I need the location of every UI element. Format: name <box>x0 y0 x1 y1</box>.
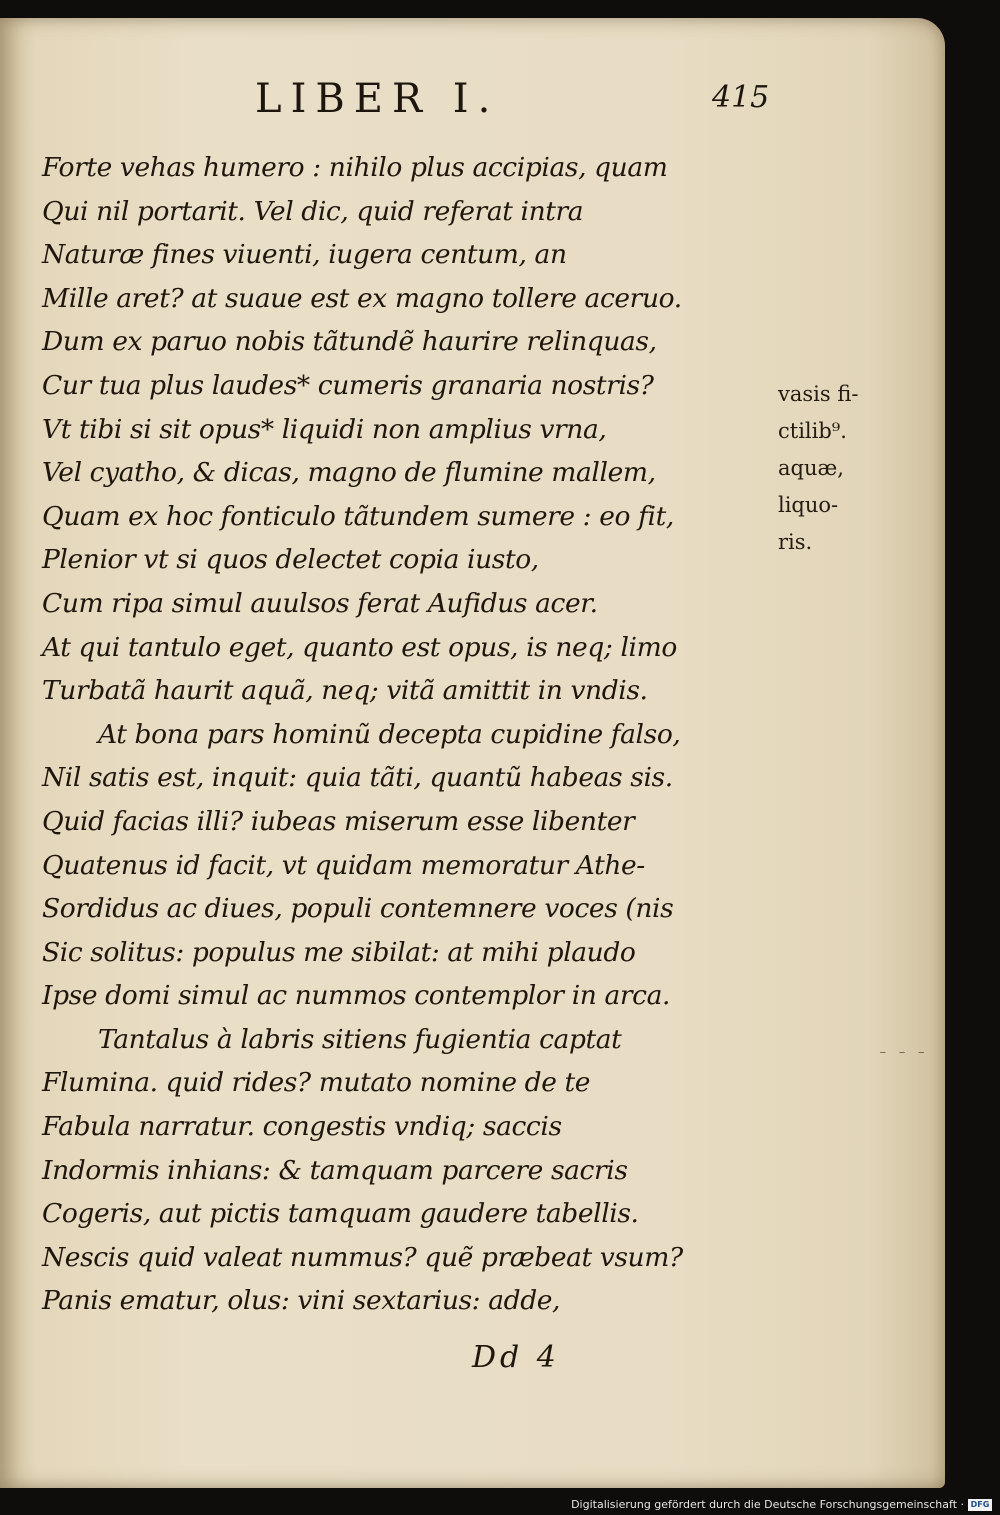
verse-line: Qui nil portarit. Vel dic, quid referat intra <box>42 195 584 227</box>
verse-line: Quatenus id facit, vt quidam memoratur Athe- <box>42 849 645 881</box>
verse-line: Vel cyatho, & dicas, magno de flumine mallem, <box>42 457 656 489</box>
verse-line: Mille aret? at suaue est ex magno tollere aceruo. <box>42 282 682 314</box>
gloss-line: ctilib⁹. <box>778 419 847 443</box>
verse-line: At bona pars hominũ decepta cupidine falso, <box>98 718 681 750</box>
signature-mark: Dd 4 <box>472 1340 560 1375</box>
verse-line: Nil satis est, inquit: quia tãti, quantũ habeas sis. <box>42 762 673 794</box>
verse-line: Fabula narratur. congestis vndiq; saccis <box>42 1111 562 1143</box>
verse-line: Vt tibi si sit opus* liquidi non amplius vrna, <box>42 413 607 445</box>
verse-line: Tantalus à labris sitiens fugientia captat <box>98 1023 622 1055</box>
page-number: 415 <box>712 80 770 115</box>
funding-text: Digitalisierung gefördert durch die Deutsche Forschungsgemeinschaft · <box>571 1498 964 1511</box>
verse-line: Ipse domi simul ac nummos contemplor in arca. <box>42 980 670 1012</box>
margin-mark: ⁻ ⁻ ⁻ <box>878 1046 927 1065</box>
gloss-line: ris. <box>778 530 813 554</box>
verse-line: Nescis quid valeat nummus? quẽ præbeat vsum? <box>42 1241 683 1273</box>
dfg-logo: DFG <box>968 1499 992 1511</box>
verse-line: Indormis inhians: & tamquam parcere sacris <box>42 1154 628 1186</box>
verse-line: Flumina. quid rides? mutato nomine de te <box>42 1067 591 1099</box>
verse-line: Cogeris, aut pictis tamquam gaudere tabellis. <box>42 1198 639 1230</box>
verse-line: Dum ex paruo nobis tãtundẽ haurire relinquas, <box>42 326 657 358</box>
verse-line: Sordidus ac diues, populi contemnere voces (nis <box>42 893 674 925</box>
verse-line: Panis ematur, olus: vini sextarius: adde, <box>42 1285 561 1317</box>
verse-text <box>42 146 812 1323</box>
verse-line: At qui tantulo eget, quanto est opus, is neq; limo <box>42 631 677 663</box>
gloss-line: vasis fi- <box>778 382 859 406</box>
page-header <box>0 76 945 136</box>
verse-line: Cur tua plus laudes* cumeris granaria nostris? <box>42 369 654 401</box>
verse-line: Naturæ fines viuenti, iugera centum, an <box>42 239 567 271</box>
verse-line: Cum ripa simul auulsos ferat Aufidus acer. <box>42 587 598 619</box>
gloss-line: aquæ, <box>778 456 844 480</box>
verse-line: Quam ex hoc fonticulo tãtundem sumere : eo fit, <box>42 500 674 532</box>
verse-line: Plenior vt si quos delectet copia iusto, <box>42 544 539 576</box>
marginal-gloss <box>778 376 898 561</box>
running-head: LIBER I. <box>255 76 500 122</box>
verse-line: Sic solitus: populus me sibilat: at mihi plaudo <box>42 936 636 968</box>
book-page <box>0 18 945 1488</box>
gloss-line: liquo- <box>778 493 839 517</box>
verse-line: Turbatã haurit aquã, neq; vitã amittit in vndis. <box>42 675 648 707</box>
verse-line: Forte vehas humero : nihilo plus accipias, quam <box>42 152 668 183</box>
verse-line: Quid facias illi? iubeas miserum esse libenter <box>42 805 635 837</box>
funding-notice <box>571 1498 992 1511</box>
